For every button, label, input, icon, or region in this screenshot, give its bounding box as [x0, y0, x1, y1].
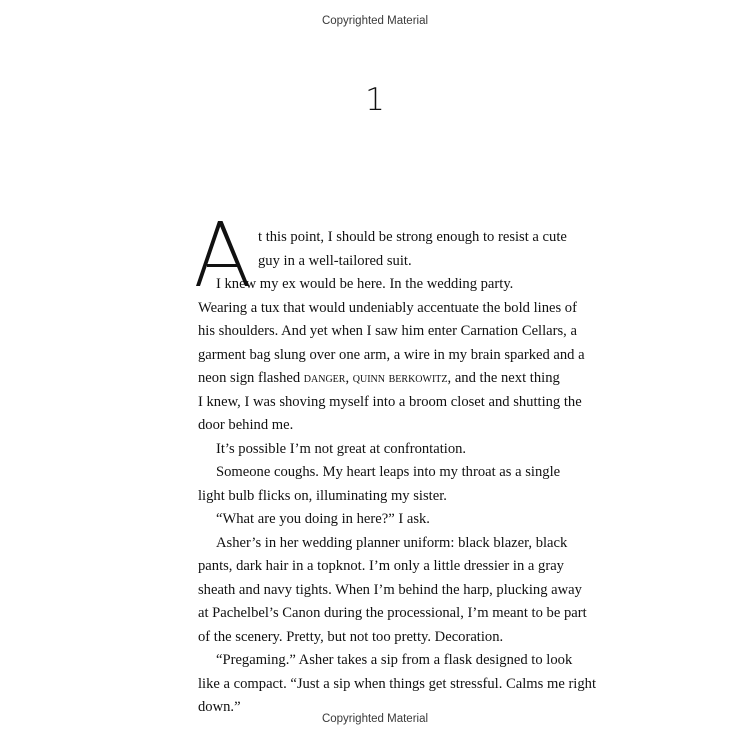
paragraph-2-line-6: I knew, I was shoving myself into a broom closet and shutting the — [198, 393, 582, 410]
paragraph-2-line-5-end: , and the next thing — [447, 370, 560, 386]
paragraph-2-line-5-start: neon sign flashed — [198, 370, 304, 386]
paragraph-7-line-1: “Pregaming.” Asher takes a sip from a flask designed to look — [216, 652, 573, 668]
paragraph-6-line-1: Asher’s in her wedding planner uniform: black blazer, black — [216, 534, 568, 551]
paragraph-6-line-2: pants, dark hair in a topknot. I’m only a little dressier in a gray — [198, 558, 564, 574]
paragraph-4-line-1: Someone coughs. My heart leaps into my throat as a single — [216, 464, 561, 480]
opening-line-2: guy in a well-tailored suit. — [258, 252, 412, 269]
paragraph-2-line-3: his shoulders. And yet when I saw him enter Carnation Cellars, a — [198, 323, 577, 339]
paragraph-7-line-3: down.” — [198, 699, 241, 715]
paragraph-3: It’s possible I’m not great at confrontation. — [216, 440, 467, 457]
chapter-number: 1 — [365, 82, 385, 118]
opening-line-1-text: t this point, I should be strong enough to resist a cute — [258, 229, 567, 245]
paragraph-2-line-5 — [198, 367, 560, 391]
paragraph-4-line-2: light bulb flicks on, illuminating my sister. — [198, 487, 447, 504]
paragraph-6-line-4: at Pachelbel’s Canon during the processional, I’m meant to be part — [198, 605, 587, 621]
copyright-watermark-bottom: Copyrighted Material — [321, 713, 429, 725]
neon-sign-text: danger, quinn berkowitz — [303, 370, 448, 386]
paragraph-7-line-2: like a compact. “Just a sip when things get stressful. Calms me right — [198, 675, 597, 692]
copyright-watermark-top: Copyrighted Material — [321, 15, 429, 27]
paragraph-2-line-4: garment bag slung over one arm, a wire in my brain sparked and a — [198, 346, 585, 363]
paragraph-6-line-3: sheath and navy tights. When I’m behind the harp, plucking away — [198, 581, 582, 598]
chapter-body — [198, 273, 597, 720]
paragraph-2-line-7: door behind me. — [198, 417, 294, 433]
paragraph-2-line-2: Wearing a tux that would undeniably accentuate the bold lines of — [198, 299, 577, 316]
paragraph-2-line-1: I knew my ex would be here. In the wedding party. — [216, 276, 514, 292]
paragraph-5: “What are you doing in here?” I ask. — [216, 511, 430, 527]
paragraph-6-line-5: of the scenery. Pretty, but not too pretty. Decoration. — [198, 628, 504, 645]
opening-line-1 — [258, 226, 567, 250]
